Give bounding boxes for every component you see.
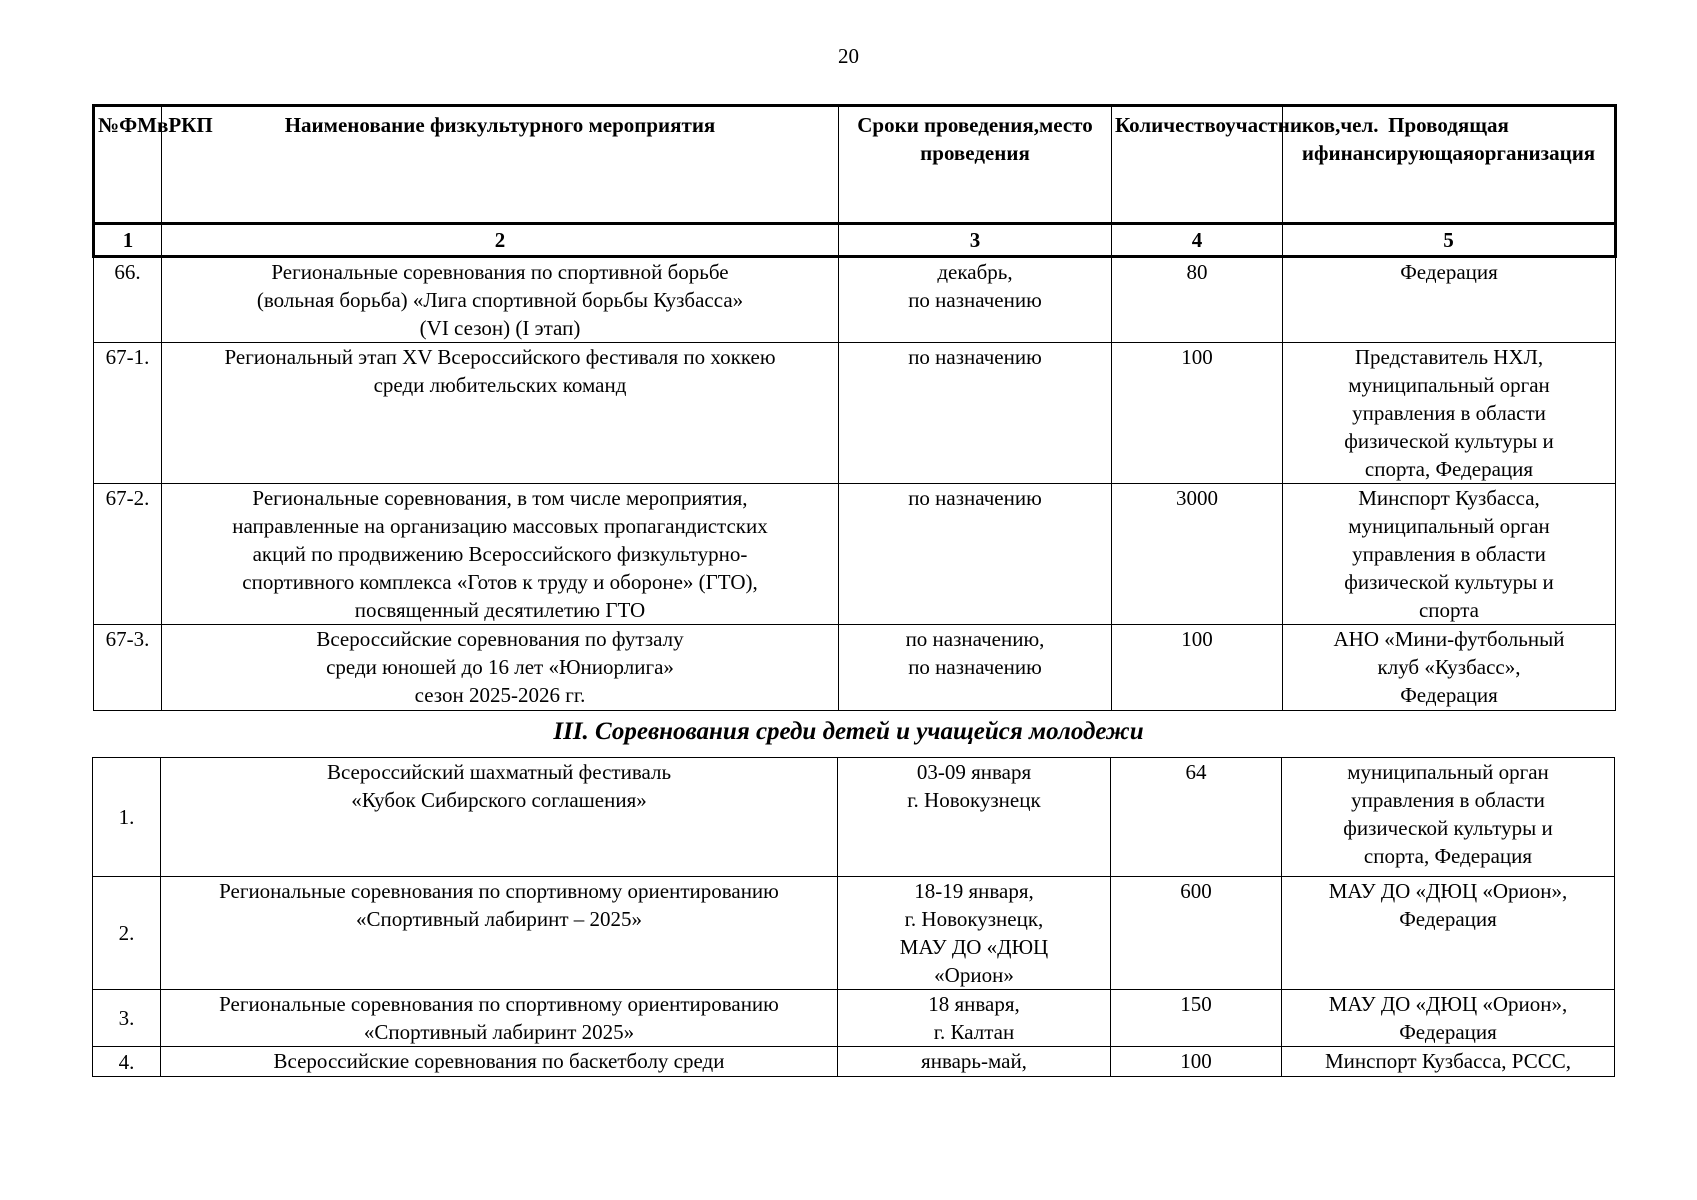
text-line: Региональный этап XV Всероссийского фестиваля по хоккею [224, 345, 776, 369]
text-line: январь-май, [921, 1049, 1027, 1073]
text-line: Количество [1115, 113, 1226, 137]
text-line: РКП [168, 113, 213, 137]
cell-dates-place [839, 625, 1112, 711]
text-line: № [98, 113, 120, 137]
header-col-number [94, 106, 213, 224]
cell-event-name [161, 877, 838, 990]
cell-number: 4. [93, 1047, 161, 1077]
cell-number: 66. [94, 257, 162, 343]
text-line: по назначению [908, 345, 1042, 369]
text-line: физической культуры и [1343, 816, 1553, 840]
page-number: 20 [838, 44, 859, 68]
text-line: АНО «Мини-футбольный [1333, 627, 1565, 651]
cell-organization [1282, 758, 1615, 877]
text-line: Представитель НХЛ, [1354, 345, 1544, 369]
text-line: Всероссийские соревнования по баскетболу среди [273, 1049, 725, 1073]
cell-participants: 100 [1112, 625, 1283, 711]
text-line: по назначению [908, 486, 1042, 510]
text-line: Региональные соревнования по спортивной борьбе [271, 260, 729, 284]
table-row [94, 625, 1616, 711]
cell-event-name [162, 343, 839, 484]
events-table-section-3 [92, 757, 1615, 1077]
cell-participants: 600 [1111, 877, 1282, 990]
text-line: (вольная борьба) «Лига спортивной борьбы Кузбасса» [256, 288, 744, 312]
table-row [93, 877, 1615, 990]
cell-organization [1283, 257, 1616, 343]
table-row [94, 343, 1616, 484]
cell-organization [1282, 877, 1615, 990]
text-line: Минспорт Кузбасса, [1358, 486, 1540, 510]
header-col-name [162, 106, 839, 224]
text-line: Проводящая и [1301, 113, 1509, 165]
text-line: место проведения [920, 113, 1093, 165]
cell-event-name [162, 625, 839, 711]
section-title: III. Соревнования среди детей и учащейся молодежи [553, 718, 1144, 745]
text-line: «Спортивный лабиринт 2025» [363, 1020, 635, 1044]
cell-dates-place [839, 343, 1112, 484]
text-line: «Спортивный лабиринт – 2025» [355, 907, 642, 931]
text-line: г. Новокузнецк [907, 788, 1041, 812]
cell-event-name [162, 484, 839, 625]
cell-participants: 100 [1111, 1047, 1282, 1077]
text-line: по назначению [908, 288, 1042, 312]
text-line: Региональные соревнования, в том числе мероприятия, [252, 486, 748, 510]
text-line: 18-19 января, [914, 879, 1034, 903]
text-line: муниципальный орган [1348, 514, 1550, 538]
text-line: организация [1474, 141, 1596, 165]
text-line: декабрь, [937, 260, 1013, 284]
text-line: «Орион» [934, 963, 1014, 987]
header-col-count [1112, 106, 1379, 224]
cell-event-name [162, 257, 839, 343]
text-line: Наименование физкультурного мероприятия [284, 113, 716, 137]
cell-number: 2. [93, 877, 161, 990]
cell-dates-place [839, 257, 1112, 343]
text-line: управления в области [1352, 542, 1546, 566]
text-line: Минспорт Кузбасса, РССС, [1324, 1049, 1571, 1073]
text-line: Федерация [1399, 907, 1497, 931]
text-line: спорта, Федерация [1364, 457, 1534, 481]
text-line: сезон 2025-2026 гг. [414, 683, 586, 707]
text-line: спорта, Федерация [1363, 844, 1533, 868]
cell-number: 1. [93, 758, 161, 877]
text-line: муниципальный орган [1348, 373, 1550, 397]
cell-event-name [161, 1047, 838, 1077]
cell-number: 3. [93, 990, 161, 1047]
text-line: МАУ ДО «ДЮЦ «Орион», [1328, 992, 1568, 1016]
text-line: спортивного комплекса «Готов к труду и обороне» (ГТО), [242, 570, 758, 594]
text-line: Региональные соревнования по спортивному ориентированию [219, 879, 779, 903]
text-line: Всероссийский шахматный фестиваль [326, 760, 672, 784]
text-line: (VI сезон) (I этап) [419, 316, 581, 340]
table-row [94, 484, 1616, 625]
cell-organization [1282, 990, 1615, 1047]
cell-participants: 80 [1112, 257, 1283, 343]
text-line: клуб «Кузбасс», [1377, 655, 1521, 679]
cell-number: 67-2. [94, 484, 162, 625]
text-line: по назначению, [905, 627, 1045, 651]
text-line: г. Новокузнецк, [904, 907, 1044, 931]
text-line: Всероссийские соревнования по футзалу [316, 627, 684, 651]
text-line: по назначению [908, 655, 1042, 679]
text-line: 18 января, [928, 992, 1020, 1016]
text-line: ФМ [119, 113, 157, 137]
cell-participants: 64 [1111, 758, 1282, 877]
cell-event-name [161, 990, 838, 1047]
cell-dates-place [838, 990, 1111, 1047]
text-line: участников, [1225, 113, 1341, 137]
cell-number: 67-3. [94, 625, 162, 711]
text-line: среди любительских команд [373, 373, 627, 397]
text-line: физической культуры и [1344, 429, 1554, 453]
cell-participants: 100 [1112, 343, 1283, 484]
column-number: 5 [1283, 224, 1616, 257]
cell-number: 67-1. [94, 343, 162, 484]
text-line: Сроки проведения, [857, 113, 1039, 137]
text-line: чел. [1340, 113, 1379, 137]
column-numbers-row [94, 224, 1616, 257]
table-row [93, 758, 1615, 877]
table-row [93, 1047, 1615, 1077]
cell-dates-place [838, 877, 1111, 990]
cell-dates-place [838, 1047, 1111, 1077]
column-number: 4 [1112, 224, 1283, 257]
text-line: МАУ ДО «ДЮЦ [899, 935, 1049, 959]
text-line: физической культуры и [1344, 570, 1554, 594]
text-line: управления в области [1352, 401, 1546, 425]
table-row [93, 990, 1615, 1047]
cell-organization [1283, 343, 1616, 484]
text-line: финансирующая [1313, 141, 1475, 165]
column-number: 1 [94, 224, 162, 257]
text-line: среди юношей до 16 лет «Юниорлига» [326, 655, 674, 679]
text-line: Региональные соревнования по спортивному ориентированию [219, 992, 779, 1016]
cell-organization [1283, 484, 1616, 625]
cell-event-name [161, 758, 838, 877]
cell-dates-place [838, 758, 1111, 877]
cell-organization [1282, 1047, 1615, 1077]
cell-participants: 3000 [1112, 484, 1283, 625]
text-line: г. Калтан [933, 1020, 1015, 1044]
header-col-dates [839, 106, 1112, 224]
text-line: управления в области [1351, 788, 1545, 812]
header-row [94, 106, 1616, 224]
table-row [94, 257, 1616, 343]
text-line: направленные на организацию массовых пропагандистских [232, 514, 768, 538]
text-line: 03-09 января [916, 760, 1032, 784]
text-line: Федерация [1399, 1020, 1497, 1044]
text-line: Федерация [1400, 260, 1498, 284]
events-table-section-2 [92, 104, 1617, 711]
text-line: «Кубок Сибирского соглашения» [351, 788, 647, 812]
text-line: в [156, 113, 169, 137]
text-line: муниципальный орган [1347, 760, 1549, 784]
column-number: 3 [839, 224, 1112, 257]
cell-participants: 150 [1111, 990, 1282, 1047]
cell-organization [1283, 625, 1616, 711]
text-line: спорта [1418, 598, 1480, 622]
cell-dates-place [839, 484, 1112, 625]
text-line: Федерация [1400, 683, 1498, 707]
column-number: 2 [162, 224, 839, 257]
text-line: МАУ ДО «ДЮЦ «Орион», [1328, 879, 1568, 903]
text-line: посвященный десятилетию ГТО [354, 598, 646, 622]
text-line: акций по продвижению Всероссийского физкультурно- [252, 542, 748, 566]
